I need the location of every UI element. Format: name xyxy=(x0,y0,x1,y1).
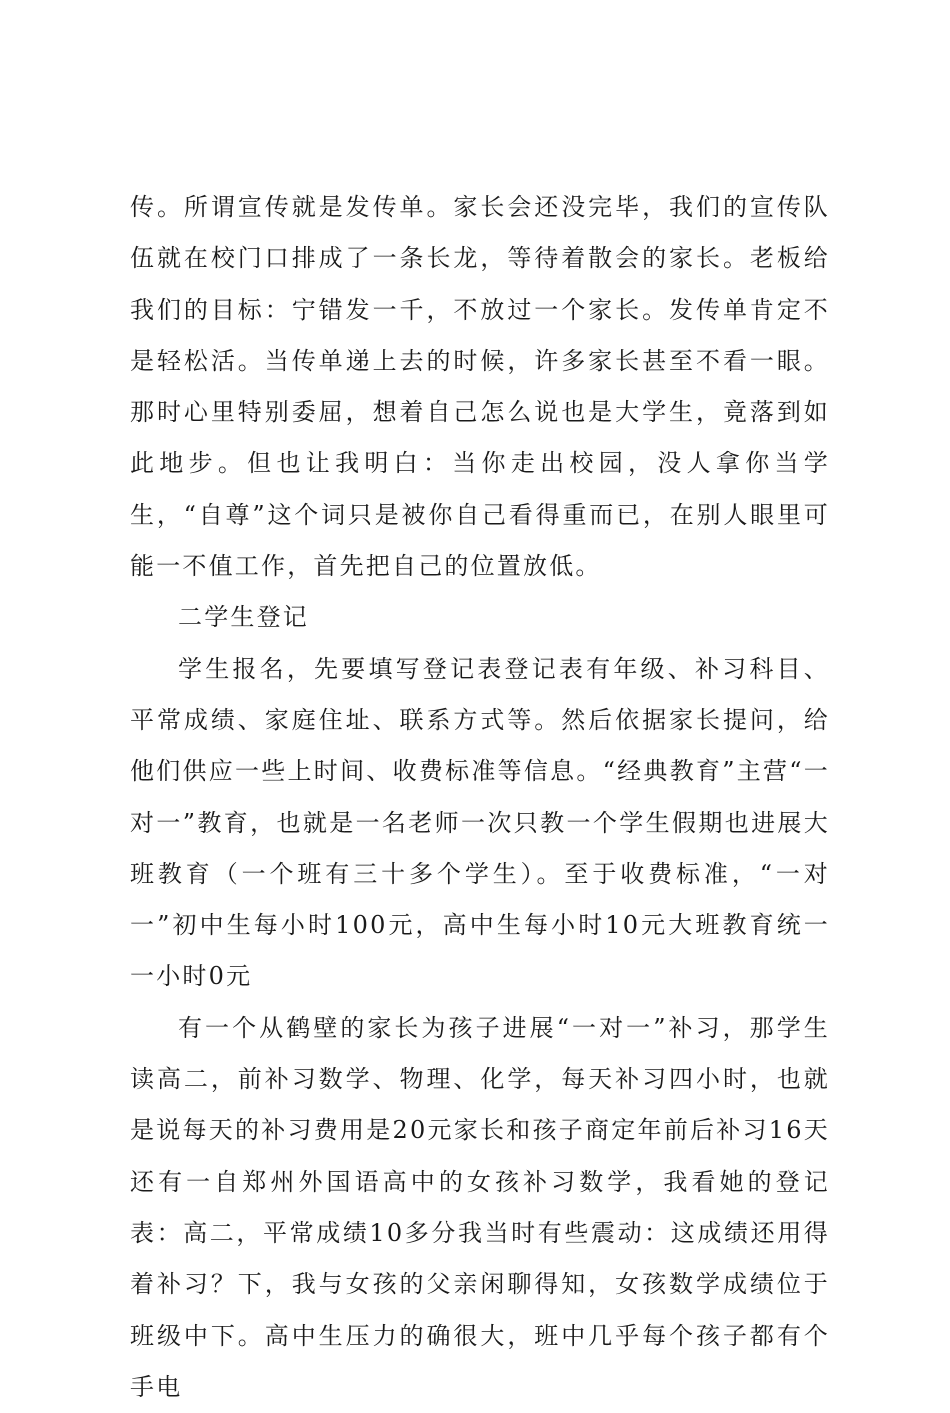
paragraph-registration-form: 学生报名，先要填写登记表登记表有年级、补习科目、平常成绩、家庭住址、联系方式等。然后依据家长提问，给他们供应一些上时间、收费标准等信息。“经典教育”主营“一对一”教育，也就是一名老师一次只教一个学生假期也进展大班教育（一个班有三十多个学生）。至于收费标准，“一对一”初中生每小时100元，高中生每小时10元大班教育统一一小时0元 xyxy=(130,654,830,991)
section-heading-student-registration: 二学生登记 xyxy=(178,603,309,632)
paragraph-leaflet-distribution: 传。所谓宣传就是发传单。家长会还没完毕，我们的宣传队伍就在校门口排成了一条长龙，等待着散会的家长。老板给我们的目标：宁错发一千，不放过一个家长。发传单肯定不是轻松活。当传单递上去的时候，许多家长甚至不看一眼。那时心里特别委屈，想着自己怎么说也是大学生，竟落到如此地步。但也让我明白：当你走出校园，没人拿你当学生，“自尊”这个词只是被你自己看得重而已，在别人眼里可能一不值工作，首先把自己的位置放低。 xyxy=(130,193,830,581)
document-body xyxy=(130,182,830,1413)
paragraph-tutoring-examples: 有一个从鹤壁的家长为孩子进展“一对一”补习，那学生读高二，前补习数学、物理、化学，每天补习四小时，也就是说每天的补习费用是20元家长和孩子商定年前后补习16天还有一自郑州外国语高中的女孩补习数学，我看她的登记表：高二，平常成绩10多分我当时有些震动：这成绩还用得着补习？下，我与女孩的父亲闲聊得知，女孩数学成绩位于班级中下。高中生压力的确很大，班中几乎每个孩子都有个手电 xyxy=(130,1013,830,1401)
